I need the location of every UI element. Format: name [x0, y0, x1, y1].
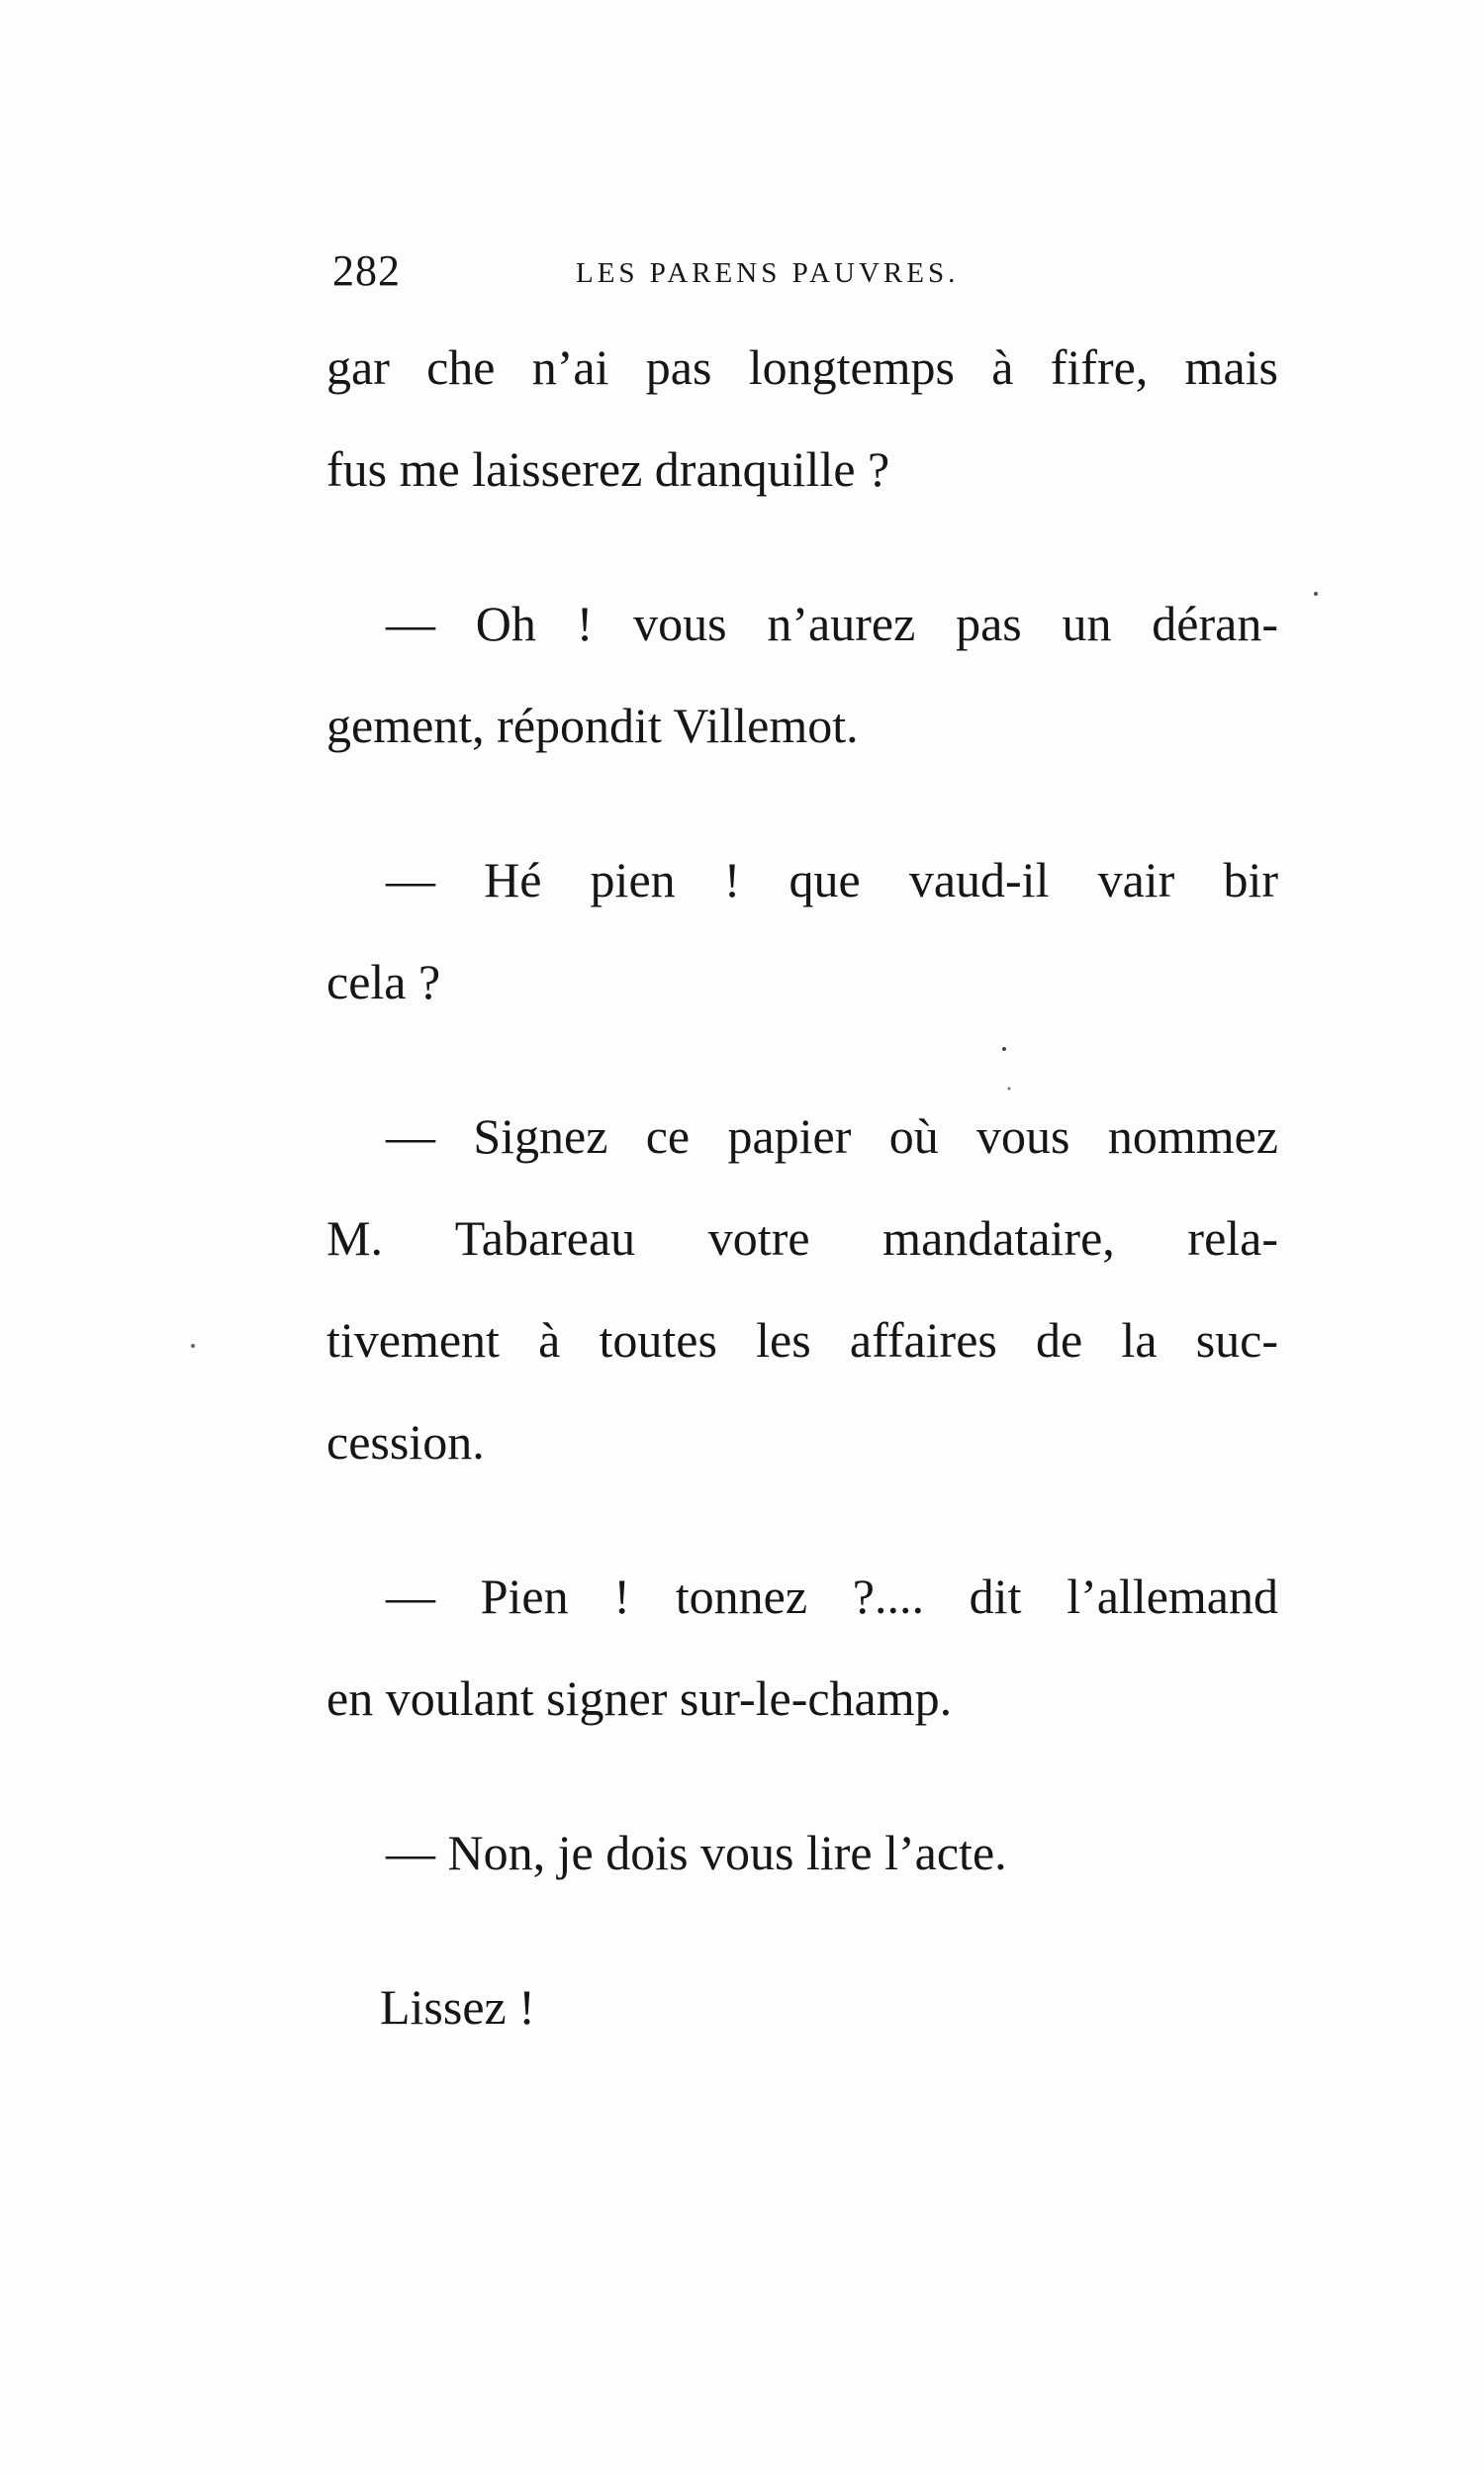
- text-line: tivement à toutes les affaires de la suc-: [326, 1312, 1278, 1368]
- paragraph-gap: [326, 1904, 1278, 1956]
- text-line: — Signez ce papier où vous nommez: [386, 1108, 1278, 1164]
- paragraph-gap: [326, 1750, 1278, 1802]
- page-body-text: [326, 317, 1278, 2058]
- text-line: — Pien ! tonnez ?.... dit l’allemand: [386, 1569, 1278, 1624]
- text-line: Lissez !: [380, 1979, 535, 2035]
- page-header: [326, 245, 1035, 305]
- text-line: cela ?: [326, 954, 441, 1009]
- text-line: — Non, je dois vous lire l’acte.: [386, 1825, 1007, 1880]
- text-line: cession.: [326, 1414, 485, 1470]
- text-line: fus me laisserez dranquille ?: [326, 441, 890, 497]
- text-line: gar che n’ai pas longtemps à fifre, mais: [326, 339, 1278, 395]
- text-line: — Oh ! vous n’aurez pas un déran-: [386, 596, 1278, 651]
- paragraph-gap: [326, 521, 1278, 573]
- text-line: M. Tabareau votre mandataire, rela-: [326, 1210, 1278, 1266]
- paragraph-gap: [326, 1033, 1278, 1086]
- text-line: — Hé pien ! que vaud-il vair bir: [386, 852, 1278, 907]
- running-title: LES PARENS PAUVRES.: [576, 257, 960, 289]
- page-number: 282: [332, 246, 401, 295]
- paragraph-gap: [326, 1493, 1278, 1546]
- text-line: gement, répondit Villemot.: [326, 698, 859, 753]
- paragraph-gap: [326, 777, 1278, 829]
- text-line: en voulant signer sur-le-champ.: [326, 1670, 953, 1726]
